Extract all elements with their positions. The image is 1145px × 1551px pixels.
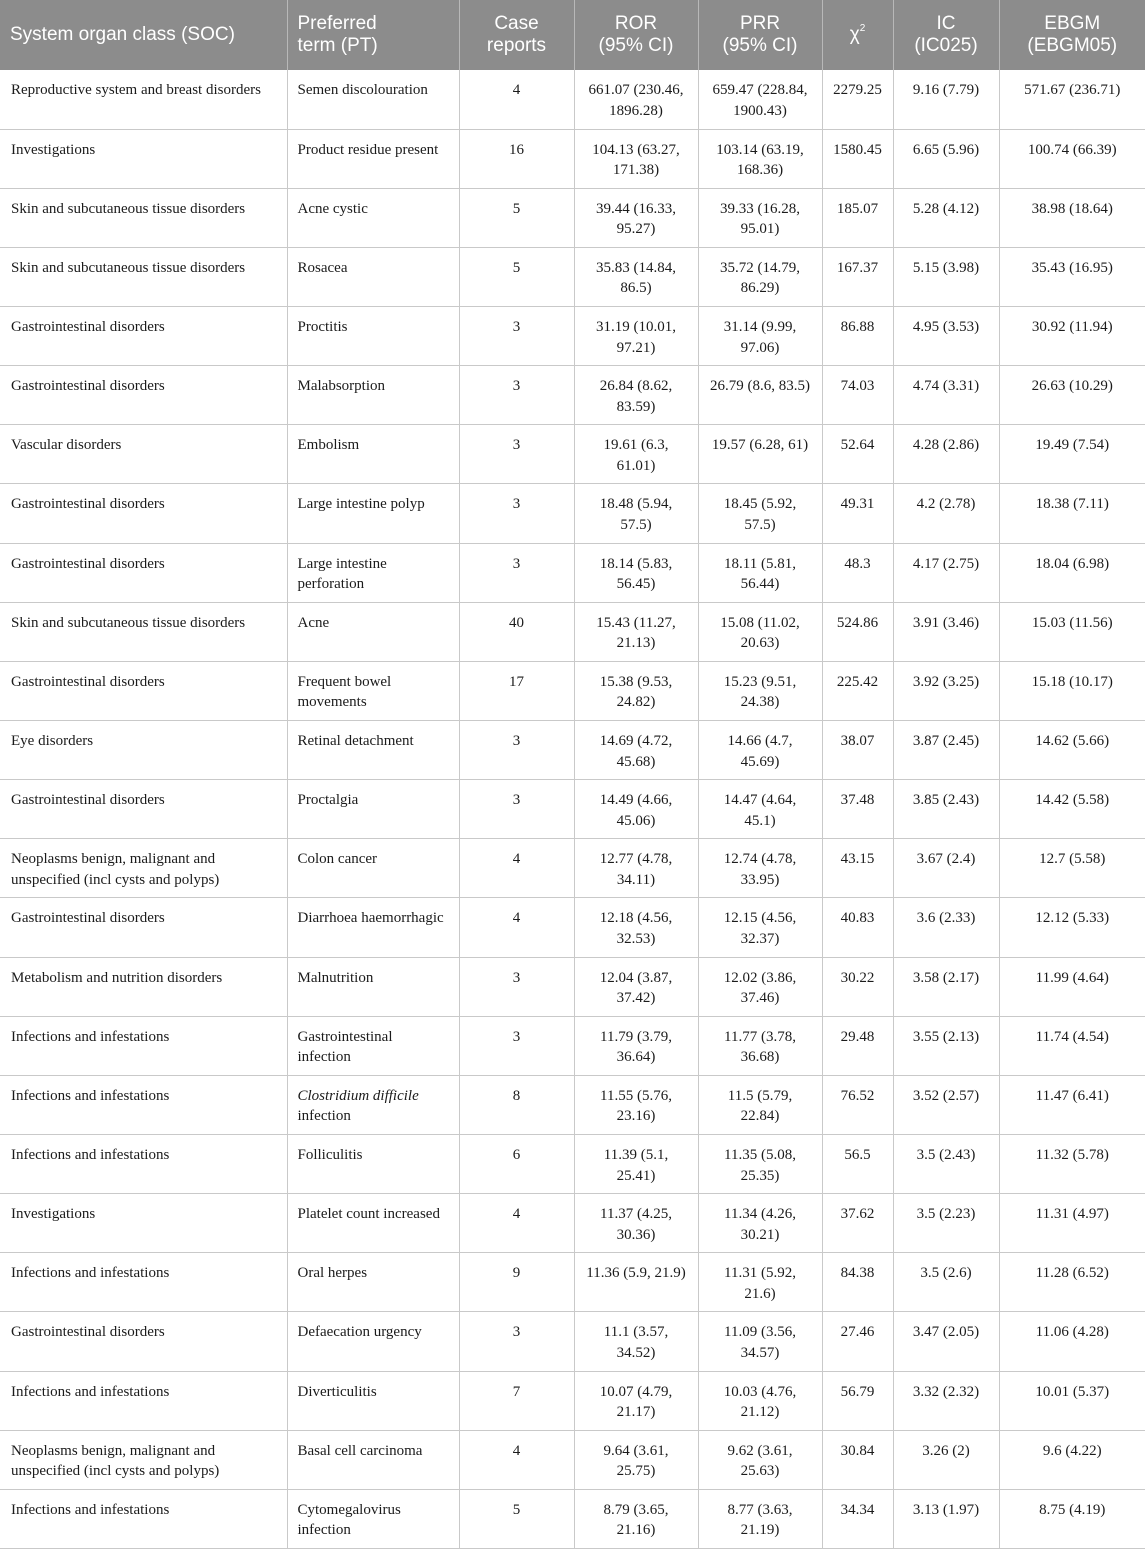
cell-ic: 3.32 (2.32) bbox=[893, 1371, 999, 1430]
cell-ror: 12.77 (4.78, 34.11) bbox=[574, 839, 698, 898]
cell-ic: 6.65 (5.96) bbox=[893, 129, 999, 188]
cell-ebgm: 15.18 (10.17) bbox=[999, 661, 1145, 720]
cell-preferred-term: Defaecation urgency bbox=[287, 1312, 459, 1371]
cell-ic: 3.47 (2.05) bbox=[893, 1312, 999, 1371]
cell-chi-square: 48.3 bbox=[822, 543, 893, 602]
cell-soc: Vascular disorders bbox=[0, 425, 287, 484]
cell-ebgm: 18.38 (7.11) bbox=[999, 484, 1145, 543]
cell-prr: 26.79 (8.6, 83.5) bbox=[698, 366, 822, 425]
cell-soc: Gastrointestinal disorders bbox=[0, 661, 287, 720]
cell-preferred-term: Folliculitis bbox=[287, 1135, 459, 1194]
cell-ebgm: 100.74 (66.39) bbox=[999, 129, 1145, 188]
cell-ic: 3.13 (1.97) bbox=[893, 1489, 999, 1548]
cell-preferred-term: Product residue present bbox=[287, 129, 459, 188]
header-prr: PRR (95% CI) bbox=[698, 0, 822, 70]
cell-prr: 103.14 (63.19, 168.36) bbox=[698, 129, 822, 188]
cell-prr: 659.47 (228.84, 1900.43) bbox=[698, 70, 822, 129]
cell-preferred-term: Cytomegalovirus infection bbox=[287, 1489, 459, 1548]
cell-case-reports: 7 bbox=[459, 1371, 574, 1430]
cell-case-reports: 17 bbox=[459, 661, 574, 720]
cell-ror: 9.64 (3.61, 25.75) bbox=[574, 1430, 698, 1489]
cell-chi-square: 2279.25 bbox=[822, 70, 893, 129]
cell-case-reports: 5 bbox=[459, 247, 574, 306]
cell-ror: 12.18 (4.56, 32.53) bbox=[574, 898, 698, 957]
cell-chi-square: 43.15 bbox=[822, 839, 893, 898]
cell-ebgm: 11.28 (6.52) bbox=[999, 1253, 1145, 1312]
cell-ebgm: 30.92 (11.94) bbox=[999, 307, 1145, 366]
cell-ror: 18.14 (5.83, 56.45) bbox=[574, 543, 698, 602]
cell-ror: 19.61 (6.3, 61.01) bbox=[574, 425, 698, 484]
cell-ic: 4.28 (2.86) bbox=[893, 425, 999, 484]
table-row bbox=[0, 1194, 1145, 1253]
cell-case-reports: 3 bbox=[459, 721, 574, 780]
cell-ror: 35.83 (14.84, 86.5) bbox=[574, 247, 698, 306]
table-row bbox=[0, 721, 1145, 780]
cell-chi-square: 84.38 bbox=[822, 1253, 893, 1312]
cell-chi-square: 76.52 bbox=[822, 1075, 893, 1134]
cell-preferred-term: Acne bbox=[287, 602, 459, 661]
cell-ror: 11.1 (3.57, 34.52) bbox=[574, 1312, 698, 1371]
table-row bbox=[0, 602, 1145, 661]
cell-soc: Infections and infestations bbox=[0, 1135, 287, 1194]
cell-preferred-term: Embolism bbox=[287, 425, 459, 484]
cell-soc: Gastrointestinal disorders bbox=[0, 307, 287, 366]
cell-case-reports: 3 bbox=[459, 543, 574, 602]
cell-preferred-term: Clostridium difficile infection bbox=[287, 1075, 459, 1134]
cell-case-reports: 9 bbox=[459, 1253, 574, 1312]
cell-ic: 3.5 (2.43) bbox=[893, 1135, 999, 1194]
cell-ebgm: 35.43 (16.95) bbox=[999, 247, 1145, 306]
table-row bbox=[0, 661, 1145, 720]
table-row bbox=[0, 425, 1145, 484]
table-row bbox=[0, 1016, 1145, 1075]
table-row bbox=[0, 307, 1145, 366]
cell-chi-square: 37.48 bbox=[822, 780, 893, 839]
cell-ic: 4.2 (2.78) bbox=[893, 484, 999, 543]
table-row bbox=[0, 1489, 1145, 1548]
table-row bbox=[0, 957, 1145, 1016]
cell-prr: 39.33 (16.28, 95.01) bbox=[698, 188, 822, 247]
cell-ic: 3.26 (2) bbox=[893, 1430, 999, 1489]
cell-preferred-term: Large intestine polyp bbox=[287, 484, 459, 543]
cell-soc: Infections and infestations bbox=[0, 1489, 287, 1548]
cell-prr: 31.14 (9.99, 97.06) bbox=[698, 307, 822, 366]
cell-ic: 3.55 (2.13) bbox=[893, 1016, 999, 1075]
cell-preferred-term: Frequent bowel movements bbox=[287, 661, 459, 720]
cell-soc: Gastrointestinal disorders bbox=[0, 484, 287, 543]
cell-chi-square: 38.07 bbox=[822, 721, 893, 780]
table-row bbox=[0, 1312, 1145, 1371]
cell-ebgm: 11.31 (4.97) bbox=[999, 1194, 1145, 1253]
cell-ebgm: 11.06 (4.28) bbox=[999, 1312, 1145, 1371]
cell-ic: 3.85 (2.43) bbox=[893, 780, 999, 839]
table-row bbox=[0, 898, 1145, 957]
cell-case-reports: 4 bbox=[459, 1430, 574, 1489]
cell-ebgm: 14.42 (5.58) bbox=[999, 780, 1145, 839]
table-row bbox=[0, 484, 1145, 543]
cell-ic: 3.91 (3.46) bbox=[893, 602, 999, 661]
cell-ror: 12.04 (3.87, 37.42) bbox=[574, 957, 698, 1016]
table-row bbox=[0, 839, 1145, 898]
cell-ror: 15.43 (11.27, 21.13) bbox=[574, 602, 698, 661]
cell-soc: Investigations bbox=[0, 1194, 287, 1253]
cell-prr: 11.77 (3.78, 36.68) bbox=[698, 1016, 822, 1075]
cell-preferred-term: Retinal detachment bbox=[287, 721, 459, 780]
cell-soc: Eye disorders bbox=[0, 721, 287, 780]
cell-soc: Gastrointestinal disorders bbox=[0, 366, 287, 425]
cell-case-reports: 16 bbox=[459, 129, 574, 188]
cell-prr: 15.08 (11.02, 20.63) bbox=[698, 602, 822, 661]
cell-preferred-term: Malnutrition bbox=[287, 957, 459, 1016]
header-pt: Preferred term (PT) bbox=[287, 0, 459, 70]
cell-soc: Infections and infestations bbox=[0, 1075, 287, 1134]
cell-ic: 3.87 (2.45) bbox=[893, 721, 999, 780]
table-row bbox=[0, 247, 1145, 306]
cell-case-reports: 3 bbox=[459, 1016, 574, 1075]
table-row bbox=[0, 1430, 1145, 1489]
cell-ic: 3.92 (3.25) bbox=[893, 661, 999, 720]
cell-ror: 15.38 (9.53, 24.82) bbox=[574, 661, 698, 720]
cell-case-reports: 8 bbox=[459, 1075, 574, 1134]
cell-ror: 8.79 (3.65, 21.16) bbox=[574, 1489, 698, 1548]
cell-chi-square: 30.22 bbox=[822, 957, 893, 1016]
cell-ebgm: 11.74 (4.54) bbox=[999, 1016, 1145, 1075]
cell-ebgm: 19.49 (7.54) bbox=[999, 425, 1145, 484]
cell-preferred-term: Acne cystic bbox=[287, 188, 459, 247]
cell-chi-square: 29.48 bbox=[822, 1016, 893, 1075]
cell-chi-square: 524.86 bbox=[822, 602, 893, 661]
cell-prr: 18.11 (5.81, 56.44) bbox=[698, 543, 822, 602]
cell-soc: Infections and infestations bbox=[0, 1253, 287, 1312]
cell-prr: 11.31 (5.92, 21.6) bbox=[698, 1253, 822, 1312]
cell-ic: 3.67 (2.4) bbox=[893, 839, 999, 898]
cell-chi-square: 56.5 bbox=[822, 1135, 893, 1194]
cell-ror: 11.37 (4.25, 30.36) bbox=[574, 1194, 698, 1253]
cell-prr: 12.15 (4.56, 32.37) bbox=[698, 898, 822, 957]
cell-chi-square: 185.07 bbox=[822, 188, 893, 247]
cell-ebgm: 9.6 (4.22) bbox=[999, 1430, 1145, 1489]
cell-ebgm: 571.67 (236.71) bbox=[999, 70, 1145, 129]
table-row bbox=[0, 366, 1145, 425]
cell-prr: 14.47 (4.64, 45.1) bbox=[698, 780, 822, 839]
cell-soc: Skin and subcutaneous tissue disorders bbox=[0, 602, 287, 661]
cell-soc: Gastrointestinal disorders bbox=[0, 898, 287, 957]
cell-ror: 14.49 (4.66, 45.06) bbox=[574, 780, 698, 839]
cell-soc: Neoplasms benign, malignant and unspecified (incl cysts and polyps) bbox=[0, 839, 287, 898]
cell-case-reports: 3 bbox=[459, 1312, 574, 1371]
cell-prr: 11.34 (4.26, 30.21) bbox=[698, 1194, 822, 1253]
cell-soc: Gastrointestinal disorders bbox=[0, 543, 287, 602]
cell-ic: 3.58 (2.17) bbox=[893, 957, 999, 1016]
cell-prr: 10.03 (4.76, 21.12) bbox=[698, 1371, 822, 1430]
cell-soc: Gastrointestinal disorders bbox=[0, 1312, 287, 1371]
cell-prr: 9.62 (3.61, 25.63) bbox=[698, 1430, 822, 1489]
cell-chi-square: 167.37 bbox=[822, 247, 893, 306]
cell-ebgm: 11.99 (4.64) bbox=[999, 957, 1145, 1016]
cell-soc: Infections and infestations bbox=[0, 1016, 287, 1075]
cell-case-reports: 6 bbox=[459, 1135, 574, 1194]
cell-ebgm: 14.62 (5.66) bbox=[999, 721, 1145, 780]
cell-soc: Gastrointestinal disorders bbox=[0, 780, 287, 839]
cell-case-reports: 4 bbox=[459, 898, 574, 957]
cell-case-reports: 3 bbox=[459, 957, 574, 1016]
cell-prr: 11.35 (5.08, 25.35) bbox=[698, 1135, 822, 1194]
cell-chi-square: 225.42 bbox=[822, 661, 893, 720]
cell-ror: 11.36 (5.9, 21.9) bbox=[574, 1253, 698, 1312]
cell-ebgm: 11.47 (6.41) bbox=[999, 1075, 1145, 1134]
cell-case-reports: 4 bbox=[459, 839, 574, 898]
header-ror: ROR (95% CI) bbox=[574, 0, 698, 70]
cell-preferred-term: Gastrointestinal infection bbox=[287, 1016, 459, 1075]
table-row bbox=[0, 543, 1145, 602]
cell-preferred-term: Oral herpes bbox=[287, 1253, 459, 1312]
header-chi-square: $\chi^2$ bbox=[822, 0, 893, 70]
cell-prr: 15.23 (9.51, 24.38) bbox=[698, 661, 822, 720]
table-row bbox=[0, 129, 1145, 188]
cell-preferred-term: Basal cell carcinoma bbox=[287, 1430, 459, 1489]
cell-ic: 4.17 (2.75) bbox=[893, 543, 999, 602]
cell-ror: 14.69 (4.72, 45.68) bbox=[574, 721, 698, 780]
cell-ror: 39.44 (16.33, 95.27) bbox=[574, 188, 698, 247]
cell-prr: 35.72 (14.79, 86.29) bbox=[698, 247, 822, 306]
cell-ic: 3.5 (2.23) bbox=[893, 1194, 999, 1253]
cell-chi-square: 37.62 bbox=[822, 1194, 893, 1253]
header-case-reports: Case reports bbox=[459, 0, 574, 70]
cell-chi-square: 52.64 bbox=[822, 425, 893, 484]
cell-prr: 18.45 (5.92, 57.5) bbox=[698, 484, 822, 543]
cell-preferred-term: Rosacea bbox=[287, 247, 459, 306]
cell-ror: 31.19 (10.01, 97.21) bbox=[574, 307, 698, 366]
cell-ror: 26.84 (8.62, 83.59) bbox=[574, 366, 698, 425]
cell-ebgm: 38.98 (18.64) bbox=[999, 188, 1145, 247]
cell-ebgm: 15.03 (11.56) bbox=[999, 602, 1145, 661]
cell-preferred-term: Platelet count increased bbox=[287, 1194, 459, 1253]
cell-ror: 10.07 (4.79, 21.17) bbox=[574, 1371, 698, 1430]
cell-prr: 11.09 (3.56, 34.57) bbox=[698, 1312, 822, 1371]
cell-ic: 3.52 (2.57) bbox=[893, 1075, 999, 1134]
cell-chi-square: 34.34 bbox=[822, 1489, 893, 1548]
cell-preferred-term: Proctalgia bbox=[287, 780, 459, 839]
cell-prr: 8.77 (3.63, 21.19) bbox=[698, 1489, 822, 1548]
cell-chi-square: 40.83 bbox=[822, 898, 893, 957]
cell-soc: Neoplasms benign, malignant and unspecified (incl cysts and polyps) bbox=[0, 1430, 287, 1489]
cell-ic: 4.95 (3.53) bbox=[893, 307, 999, 366]
cell-preferred-term: Colon cancer bbox=[287, 839, 459, 898]
cell-preferred-term: Diarrhoea haemorrhagic bbox=[287, 898, 459, 957]
cell-prr: 14.66 (4.7, 45.69) bbox=[698, 721, 822, 780]
cell-preferred-term: Diverticulitis bbox=[287, 1371, 459, 1430]
table-row bbox=[0, 70, 1145, 129]
cell-case-reports: 3 bbox=[459, 780, 574, 839]
cell-ebgm: 12.12 (5.33) bbox=[999, 898, 1145, 957]
table-row bbox=[0, 780, 1145, 839]
cell-soc: Skin and subcutaneous tissue disorders bbox=[0, 188, 287, 247]
table-row bbox=[0, 1135, 1145, 1194]
cell-case-reports: 4 bbox=[459, 1194, 574, 1253]
cell-soc: Metabolism and nutrition disorders bbox=[0, 957, 287, 1016]
table-row bbox=[0, 1075, 1145, 1134]
cell-soc: Reproductive system and breast disorders bbox=[0, 70, 287, 129]
cell-case-reports: 3 bbox=[459, 366, 574, 425]
cell-ic: 3.6 (2.33) bbox=[893, 898, 999, 957]
cell-soc: Skin and subcutaneous tissue disorders bbox=[0, 247, 287, 306]
cell-chi-square: 86.88 bbox=[822, 307, 893, 366]
cell-case-reports: 5 bbox=[459, 1489, 574, 1548]
cell-case-reports: 3 bbox=[459, 484, 574, 543]
cell-case-reports: 3 bbox=[459, 425, 574, 484]
cell-soc: Investigations bbox=[0, 129, 287, 188]
cell-chi-square: 74.03 bbox=[822, 366, 893, 425]
table-header bbox=[0, 0, 1145, 70]
cell-preferred-term: Proctitis bbox=[287, 307, 459, 366]
header-soc: System organ class (SOC) bbox=[0, 0, 287, 70]
cell-case-reports: 40 bbox=[459, 602, 574, 661]
cell-case-reports: 4 bbox=[459, 70, 574, 129]
cell-chi-square: 49.31 bbox=[822, 484, 893, 543]
cell-case-reports: 5 bbox=[459, 188, 574, 247]
table-row bbox=[0, 1253, 1145, 1312]
cell-case-reports: 3 bbox=[459, 307, 574, 366]
cell-soc: Infections and infestations bbox=[0, 1371, 287, 1430]
cell-ebgm: 8.75 (4.19) bbox=[999, 1489, 1145, 1548]
cell-ic: 9.16 (7.79) bbox=[893, 70, 999, 129]
cell-ror: 18.48 (5.94, 57.5) bbox=[574, 484, 698, 543]
header-ebgm: EBGM (EBGM05) bbox=[999, 0, 1145, 70]
cell-ebgm: 10.01 (5.37) bbox=[999, 1371, 1145, 1430]
cell-preferred-term: Large intestine perforation bbox=[287, 543, 459, 602]
cell-ic: 3.5 (2.6) bbox=[893, 1253, 999, 1312]
cell-chi-square: 1580.45 bbox=[822, 129, 893, 188]
cell-preferred-term: Semen discolouration bbox=[287, 70, 459, 129]
cell-prr: 12.02 (3.86, 37.46) bbox=[698, 957, 822, 1016]
cell-ror: 104.13 (63.27, 171.38) bbox=[574, 129, 698, 188]
table-body bbox=[0, 70, 1145, 1549]
cell-chi-square: 27.46 bbox=[822, 1312, 893, 1371]
cell-chi-square: 30.84 bbox=[822, 1430, 893, 1489]
cell-preferred-term: Malabsorption bbox=[287, 366, 459, 425]
cell-chi-square: 56.79 bbox=[822, 1371, 893, 1430]
cell-ror: 11.79 (3.79, 36.64) bbox=[574, 1016, 698, 1075]
cell-prr: 12.74 (4.78, 33.95) bbox=[698, 839, 822, 898]
cell-ic: 5.28 (4.12) bbox=[893, 188, 999, 247]
cell-ror: 11.55 (5.76, 23.16) bbox=[574, 1075, 698, 1134]
cell-ror: 11.39 (5.1, 25.41) bbox=[574, 1135, 698, 1194]
cell-ebgm: 12.7 (5.58) bbox=[999, 839, 1145, 898]
header-ic: IC (IC025) bbox=[893, 0, 999, 70]
cell-ebgm: 11.32 (5.78) bbox=[999, 1135, 1145, 1194]
table-row bbox=[0, 1371, 1145, 1430]
cell-ebgm: 18.04 (6.98) bbox=[999, 543, 1145, 602]
cell-ic: 5.15 (3.98) bbox=[893, 247, 999, 306]
cell-prr: 11.5 (5.79, 22.84) bbox=[698, 1075, 822, 1134]
cell-ic: 4.74 (3.31) bbox=[893, 366, 999, 425]
cell-ebgm: 26.63 (10.29) bbox=[999, 366, 1145, 425]
cell-ror: 661.07 (230.46, 1896.28) bbox=[574, 70, 698, 129]
table-row bbox=[0, 188, 1145, 247]
cell-prr: 19.57 (6.28, 61) bbox=[698, 425, 822, 484]
